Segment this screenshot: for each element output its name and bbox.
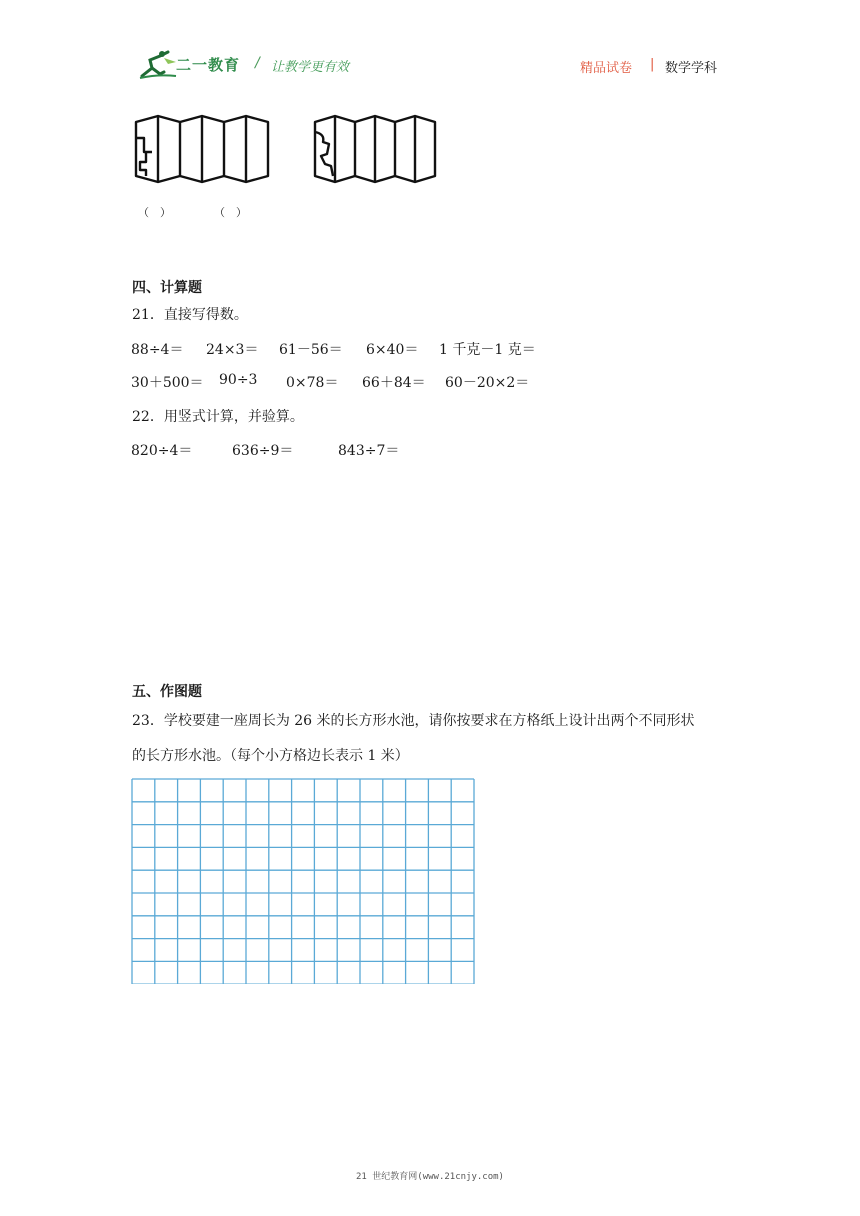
page-footer: 21 世纪教育网(www.21cnjy.com) <box>356 1172 504 1182</box>
header-tag: 精品试卷 <box>580 61 633 76</box>
q21-expression: 1 千克－1 克＝ <box>439 342 536 358</box>
folded-paper-figure-1 <box>134 112 270 188</box>
q22-expression: 636÷9＝ <box>232 443 294 459</box>
answer-blank-1[interactable]: （ ） <box>138 206 171 219</box>
header-subject: 数学学科 <box>665 61 718 76</box>
q21-expression: 61－56＝ <box>279 342 343 358</box>
header-separator: / <box>255 55 260 71</box>
answer-blank-2[interactable]: （ ） <box>214 206 247 219</box>
q21-expression: 24×3＝ <box>206 342 259 358</box>
question-23-line2: 的长方形水池。（每个小方格边长表示 1 米） <box>132 748 409 764</box>
q21-expression: 90÷3 <box>219 372 258 388</box>
logo-runner-icon <box>138 50 178 80</box>
logo-text: 二一教育 <box>176 56 241 74</box>
q21-expression: 60－20×2＝ <box>445 375 530 391</box>
section-title-drawing: 五、作图题 <box>132 684 202 700</box>
folded-paper-figure-2 <box>313 112 439 188</box>
q21-expression: 88÷4＝ <box>131 342 184 358</box>
question-21-prompt: 21．直接写得数。 <box>132 307 248 323</box>
q21-expression: 6×40＝ <box>366 342 419 358</box>
q22-expression: 843÷7＝ <box>338 443 400 459</box>
q21-expression: 30＋500＝ <box>131 375 204 391</box>
section-title-calculation: 四、计算题 <box>132 280 202 296</box>
q21-expression: 0×78＝ <box>286 375 339 391</box>
q21-expression: 66＋84＝ <box>362 375 426 391</box>
question-22-prompt: 22．用竖式计算，并验算。 <box>132 409 304 425</box>
header-slogan: 让教学更有效 <box>271 60 350 75</box>
q22-expression: 820÷4＝ <box>131 443 193 459</box>
question-23-line1: 23．学校要建一座周长为 26 米的长方形水池，请你按要求在方格纸上设计出两个不同形状 <box>132 713 695 729</box>
square-grid-paper[interactable] <box>131 778 477 984</box>
header-divider: | <box>650 57 655 72</box>
